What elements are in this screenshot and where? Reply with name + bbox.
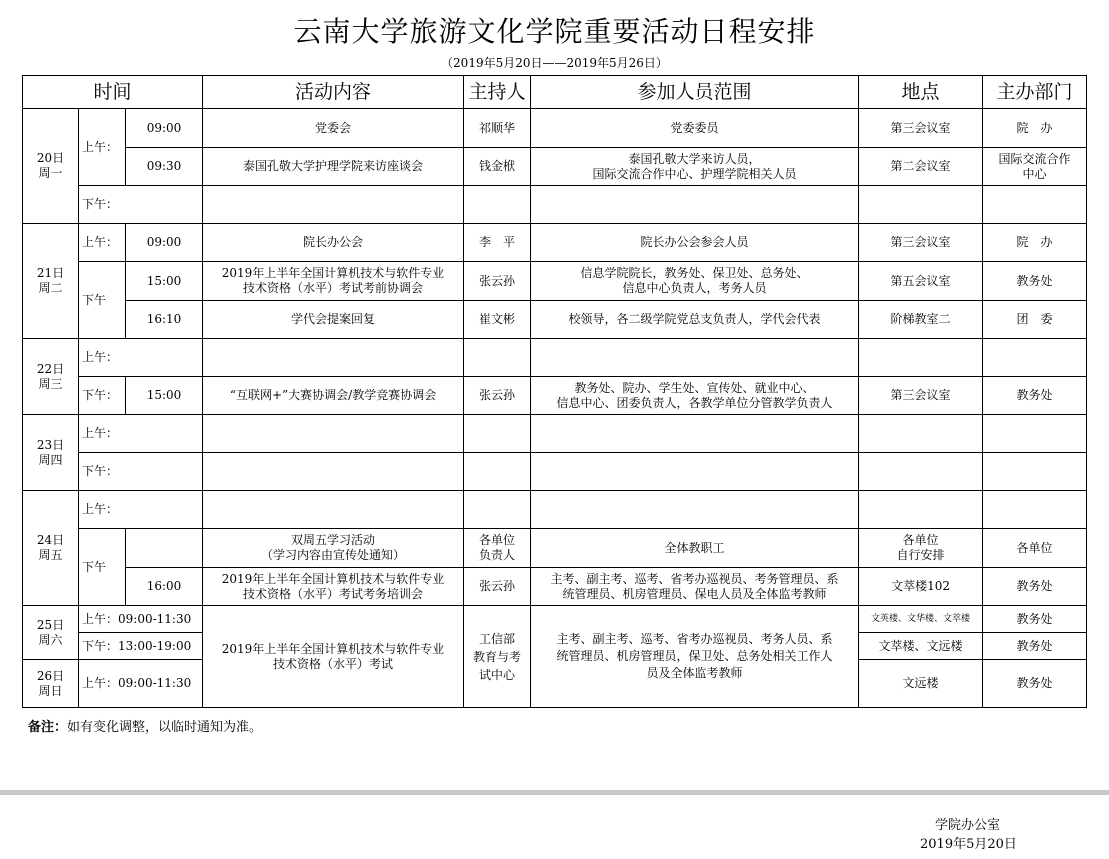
location-cell: 第三会议室 <box>859 224 983 262</box>
activity-cell: 党委会 <box>203 109 464 148</box>
time-cell: 上午：09:00-11:30 <box>79 606 203 633</box>
dept-cell: 团 委 <box>983 301 1087 339</box>
participants-cell: 泰国孔敬大学来访人员， 国际交流合作中心、护理学院相关人员 <box>531 148 859 186</box>
time-cell: 16:10 <box>126 301 203 339</box>
signature-date: 2019年5月20日 <box>920 837 1017 852</box>
segment-pm: 下午： <box>79 377 126 415</box>
table-row <box>23 339 1087 377</box>
location-cell: 文英楼、文华楼、文萃楼 <box>859 606 983 633</box>
day-cell: 26日 周日 <box>23 660 79 708</box>
dept-cell: 院 办 <box>983 224 1087 262</box>
dept-cell: 国际交流合作 中心 <box>983 148 1087 186</box>
note <box>28 716 262 735</box>
table-row <box>23 491 1087 529</box>
host-cell: 崔文彬 <box>464 301 531 339</box>
table-row <box>23 529 1087 568</box>
day-cell: 21日 周二 <box>23 224 79 339</box>
activity-cell: 2019年上半年全国计算机技术与软件专业 技术资格（水平）考试考务培训会 <box>203 568 464 606</box>
host-cell: 工信部 教育与考 试中心 <box>464 606 531 708</box>
table-row <box>23 606 1087 633</box>
day-cell: 24日 周五 <box>23 491 79 606</box>
host-cell: 各单位 负责人 <box>464 529 531 568</box>
dept-cell: 教务处 <box>983 633 1087 660</box>
table-header-row <box>23 76 1087 109</box>
signature-org: 学院办公室 <box>935 818 1001 833</box>
location-cell: 各单位 自行安排 <box>859 529 983 568</box>
col-header-location: 地点 <box>859 76 983 109</box>
segment-pm: 下午： <box>79 186 203 224</box>
segment-pm: 下午： <box>79 453 203 491</box>
col-header-time: 时间 <box>23 76 203 109</box>
participants-cell: 主考、副主考、巡考、省考办巡视员、考务管理员、系 统管理员、机房管理员、保电人员及全体监考教师 <box>531 568 859 606</box>
dept-cell: 院 办 <box>983 109 1087 148</box>
day-cell: 20日 周一 <box>23 109 79 224</box>
col-header-participants: 参加人员范围 <box>531 76 859 109</box>
table-row <box>23 301 1087 339</box>
col-header-host: 主持人 <box>464 76 531 109</box>
participants-cell: 全体教职工 <box>531 529 859 568</box>
activity-cell: 双周五学习活动 （学习内容由宣传处通知） <box>203 529 464 568</box>
segment-pm: 下午 <box>79 262 126 339</box>
host-cell: 张云孙 <box>464 568 531 606</box>
activity-cell: “互联网+”大赛协调会/教学竞赛协调会 <box>203 377 464 415</box>
dept-cell: 教务处 <box>983 377 1087 415</box>
col-header-activity: 活动内容 <box>203 76 464 109</box>
segment-am: 上午： <box>79 491 203 529</box>
time-cell: 15:00 <box>126 262 203 301</box>
location-cell: 阶梯教室二 <box>859 301 983 339</box>
table-row <box>23 415 1087 453</box>
dept-cell: 教务处 <box>983 606 1087 633</box>
table-row <box>23 377 1087 415</box>
dept-cell: 教务处 <box>983 660 1087 708</box>
location-cell: 第五会议室 <box>859 262 983 301</box>
participants-cell: 校领导，各二级学院党总支负责人，学代会代表 <box>531 301 859 339</box>
activity-cell: 学代会提案回复 <box>203 301 464 339</box>
location-cell: 第三会议室 <box>859 377 983 415</box>
dept-cell: 教务处 <box>983 568 1087 606</box>
host-cell: 祁顺华 <box>464 109 531 148</box>
host-cell: 李 平 <box>464 224 531 262</box>
table-row <box>23 148 1087 186</box>
table-row <box>23 568 1087 606</box>
table-row <box>23 453 1087 491</box>
segment-am: 上午： <box>79 109 126 186</box>
time-cell: 16:00 <box>126 568 203 606</box>
location-cell: 文远楼 <box>859 660 983 708</box>
col-header-dept: 主办部门 <box>983 76 1087 109</box>
activity-cell: 2019年上半年全国计算机技术与软件专业 技术资格（水平）考试 <box>203 606 464 708</box>
participants-cell: 院长办公会参会人员 <box>531 224 859 262</box>
page-title: 云南大学旅游文化学院重要活动日程安排 <box>293 15 816 48</box>
location-cell: 文萃楼、文远楼 <box>859 633 983 660</box>
date-range: （2019年5月20日——2019年5月26日） <box>441 56 668 70</box>
host-cell: 张云孙 <box>464 262 531 301</box>
time-cell: 15:00 <box>126 377 203 415</box>
host-cell: 钱金栿 <box>464 148 531 186</box>
participants-cell: 教务处、院办、学生处、宣传处、就业中心、 信息中心、团委负责人，各教学单位分管教学负责人 <box>531 377 859 415</box>
note-text: 如有变化调整，以临时通知为准。 <box>67 720 263 735</box>
segment-am: 上午： <box>79 339 203 377</box>
table-row <box>23 224 1087 262</box>
day-cell: 25日 周六 <box>23 606 79 660</box>
location-cell: 文萃楼102 <box>859 568 983 606</box>
participants-cell: 主考、副主考、巡考、省考办巡视员、考务人员、系 统管理员、机房管理员，保卫处、总务处相关工作人 员及全体监考教师 <box>531 606 859 708</box>
note-label: 备注： <box>28 720 68 735</box>
day-cell: 22日 周三 <box>23 339 79 415</box>
activity-cell: 泰国孔敬大学护理学院来访座谈会 <box>203 148 464 186</box>
activity-cell: 2019年上半年全国计算机技术与软件专业 技术资格（水平）考试考前协调会 <box>203 262 464 301</box>
table-row <box>23 109 1087 148</box>
time-cell <box>126 529 203 568</box>
location-cell: 第二会议室 <box>859 148 983 186</box>
dept-cell: 教务处 <box>983 262 1087 301</box>
location-cell: 第三会议室 <box>859 109 983 148</box>
participants-cell: 党委委员 <box>531 109 859 148</box>
segment-am: 上午： <box>79 224 126 262</box>
time-cell: 09:00 <box>126 109 203 148</box>
participants-cell: 信息学院院长，教务处、保卫处、总务处、 信息中心负责人，考务人员 <box>531 262 859 301</box>
time-cell: 下午：13:00-19:00 <box>79 633 203 660</box>
segment-pm: 下午 <box>79 529 126 606</box>
time-cell: 09:30 <box>126 148 203 186</box>
day-cell: 23日 周四 <box>23 415 79 491</box>
divider <box>0 790 1109 795</box>
segment-am: 上午： <box>79 415 203 453</box>
dept-cell: 各单位 <box>983 529 1087 568</box>
activity-cell: 院长办公会 <box>203 224 464 262</box>
table-row <box>23 186 1087 224</box>
host-cell: 张云孙 <box>464 377 531 415</box>
time-cell: 09:00 <box>126 224 203 262</box>
table-row <box>23 262 1087 301</box>
schedule-table <box>22 75 1087 708</box>
time-cell: 上午：09:00-11:30 <box>79 660 203 708</box>
